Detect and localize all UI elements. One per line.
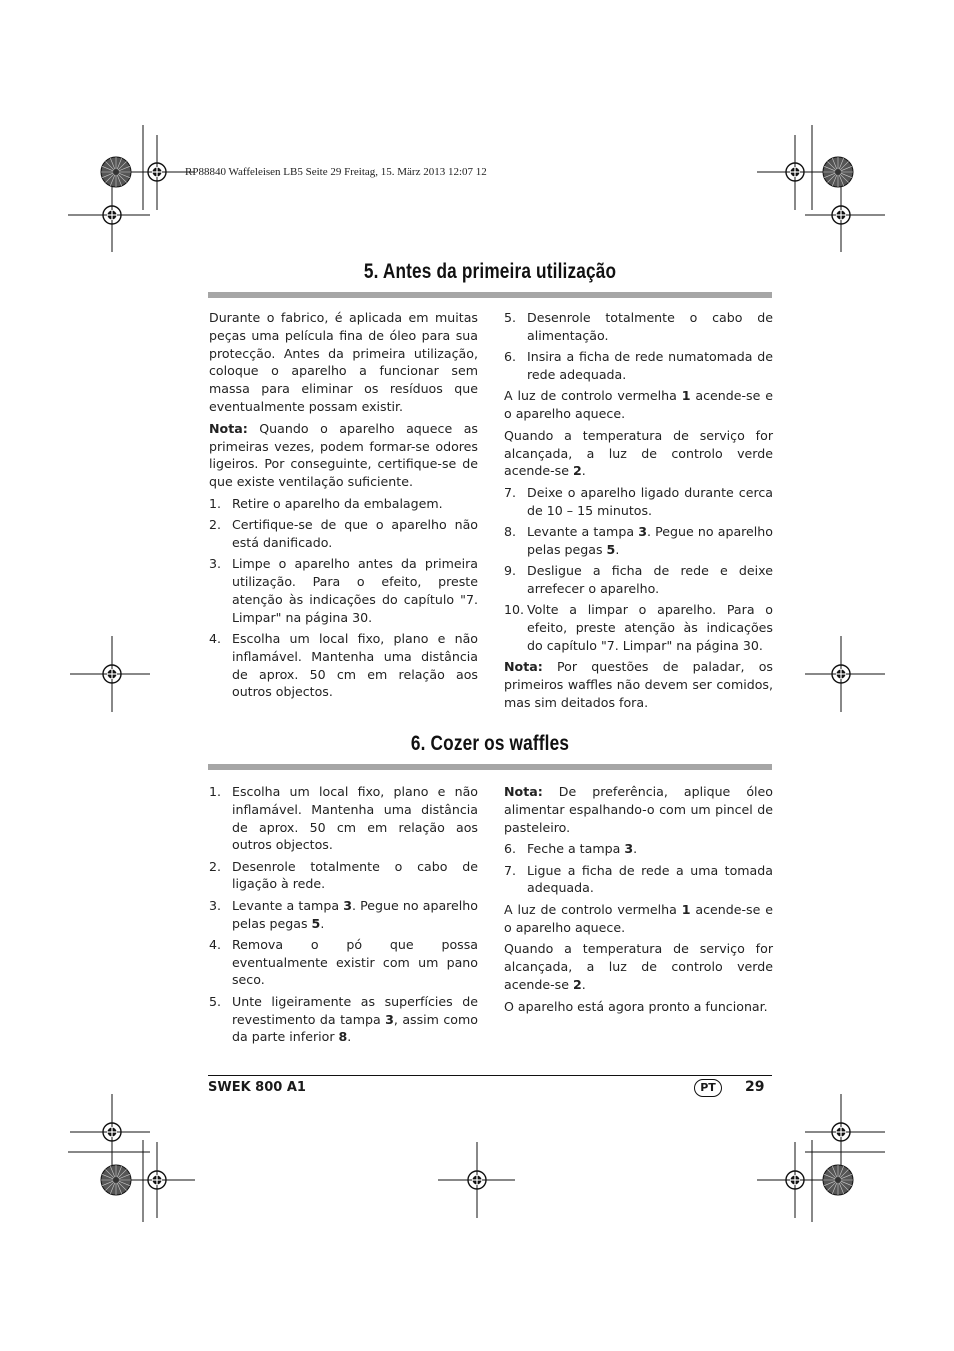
green-light-text: Quando a temperatura de serviço for alcançada, a luz de controlo verde acende-se 2. <box>504 427 773 479</box>
section-6-left-column <box>209 783 478 1050</box>
list-item: 2. Certifique-se de que o aparelho não está danificado. <box>209 517 478 551</box>
list-item: 7. Deixe o aparelho ligado durante cerca de 10 – 15 minutos. <box>504 485 773 518</box>
list-item: 6. Feche a tampa 3. <box>504 841 638 857</box>
list-item: 1. Retire o aparelho da embalagem. <box>209 495 443 511</box>
ready-text: O aparelho está agora pronto a funcionar. <box>504 998 768 1014</box>
list-item: 4. Remova o pó que possa eventualmente existir com um pano seco. <box>209 936 478 988</box>
list-item: 2. Desenrole totalmente o cabo de ligação à rede. <box>209 858 478 892</box>
intro-paragraph: Durante o fabrico, é aplicada em muitas peças uma película fina de óleo para sua protecção. Antes da primeira utilização, coloque o aparelho a funcionar sem massa para eliminar os resíduos que eventualmente possam existir. <box>209 310 478 414</box>
red-light-text: A luz de controlo vermelha 1 acende-se e o aparelho aquece. <box>504 901 773 935</box>
note-label: Nota: <box>504 659 543 675</box>
note-text: Por questões de paladar, os primeiros waffles não devem ser comidos, mas sim deitados fora. <box>504 659 773 710</box>
note-text: Quando o aparelho aquece as primeiras vezes, podem formar-se odores ligeiros. Por conseguinte, certifique-se de que existe ventilação suficiente. <box>209 420 478 490</box>
footer-rule <box>208 1075 772 1076</box>
section-5-title: 5. Antes da primeira utilização <box>363 260 617 283</box>
section-5-left-column <box>209 309 478 705</box>
list-item: 5. Unte ligeiramente as superfícies de revestimento da tampa 3, assim como da parte inferior 8. <box>209 993 478 1045</box>
red-light-text: A luz de controlo vermelha 1 acende-se e o aparelho aquece. <box>504 388 773 421</box>
green-light-text: Quando a temperatura de serviço for alcançada, a luz de controlo verde acende-se 2. <box>504 941 773 992</box>
language-badge: PT <box>694 1079 722 1097</box>
section-5-right-column <box>504 309 773 716</box>
section-6-right-column <box>504 783 773 1020</box>
note-paragraph <box>504 783 773 836</box>
list-item: 3. Limpe o aparelho antes da primeira utilização. Para o efeito, preste atenção às indicações do capítulo "7. Limpar" na página 30. <box>209 556 478 625</box>
list-item: 9. Desligue a ficha de rede e deixe arrefecer o aparelho. <box>504 563 773 597</box>
note-text: De preferência, aplique óleo alimentar espalhando-o com um pincel de pasteleiro. <box>504 784 773 835</box>
note-paragraph <box>209 420 478 491</box>
note-label: Nota: <box>504 784 543 799</box>
page-number: 29 <box>745 1079 765 1095</box>
list-item: 3. Levante a tampa 3. Pegue no aparelho pelas pegas 5. <box>209 897 478 931</box>
section-6-title-bar <box>208 764 772 770</box>
note-paragraph <box>504 658 773 711</box>
list-item: 1. Escolha um local fixo, plano e não inflamável. Mantenha uma distância de aprox. 50 cm em relação aos outros objectos. <box>209 784 478 853</box>
list-item: 6. Insira a ficha de rede numatomada de rede adequada. <box>504 349 773 382</box>
print-job-info: RP88840 Waffeleisen LB5 Seite 29 Freitag, 15. März 2013 12:07 12 <box>185 166 487 178</box>
model-number: SWEK 800 A1 <box>208 1080 306 1095</box>
list-item: 8. Levante a tampa 3. Pegue no aparelho pelas pegas 5. <box>504 524 773 558</box>
list-item: 4. Escolha um local fixo, plano e não inflamável. Mantenha uma distância de aprox. 50 cm em relação aos outros objectos. <box>209 631 478 700</box>
list-item: 10. Volte a limpar o aparelho. Para o efeito, preste atenção às indicações do capítulo "7. Limpar" na página 30. <box>504 602 773 654</box>
section-6-title: 6. Cozer os waffles <box>410 732 570 755</box>
note-label: Nota: <box>209 420 248 436</box>
list-item: 5. Desenrole totalmente o cabo de alimentação. <box>504 310 773 343</box>
list-item: 7. Ligue a ficha de rede a uma tomada adequada. <box>504 862 773 896</box>
section-5-title-bar <box>208 292 772 298</box>
